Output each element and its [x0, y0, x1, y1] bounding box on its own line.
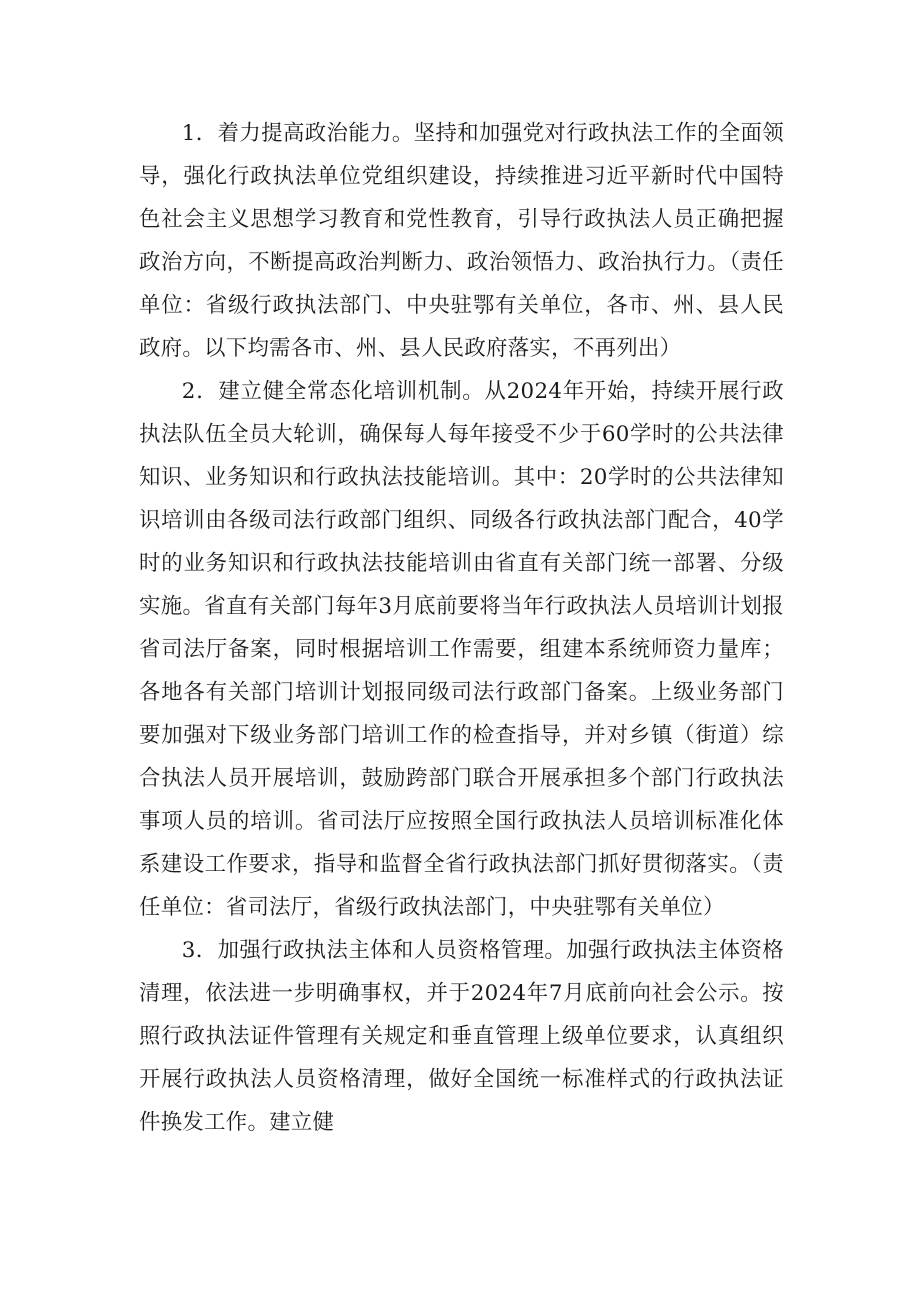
paragraph-1: 1．着力提高政治能力。坚持和加强党对行政执法工作的全面领导，强化行政执法单位党组织建设，持续推进习近平新时代中国特色社会主义思想学习教育和党性教育，引导行政执法人员正确把握政治方向，不断提高政治判断力、政治领悟力、政治执行力。（责任单位：省级行政执法部门、中央驻鄂有关单位，各市、州、县人民政府。以下均需各市、州、县人民政府落实，不再列出） [139, 121, 784, 361]
paragraph-2: 2．建立健全常态化培训机制。从2024年开始，持续开展行政执法队伍全员大轮训，确保每人每年接受不少于60学时的公共法律知识、业务知识和行政执法技能培训。其中：20学时的公共法律知识培训由各级司法行政部门组织、同级各行政执法部门配合，40学时的业务知识和行政执法技能培训由省直有关部门统一部署、分级实施。省直有关部门每年3月底前要将当年行政执法人员培训计划报省司法厅备案，同时根据培训工作需要，组建本系统师资力量库；各地各有关部门培训计划报同级司法行政部门备案。上级业务部门要加强对下级业务部门培训工作的检查指导，并对乡镇（街道）综合执法人员开展培训，鼓励跨部门联合开展承担多个部门行政执法事项人员的培训。省司法厅应按照全国行政执法人员培训标准化体系建设工作要求，指导和监督全省行政执法部门抓好贯彻落实。（责任单位：省司法厅，省级行政执法部门，中央驻鄂有关单位） [139, 379, 784, 920]
paragraph-3: 3．加强行政执法主体和人员资格管理。加强行政执法主体资格清理，依法进一步明确事权，并于2024年7月底前向社会公示。按照行政执法证件管理有关规定和垂直管理上级单位要求，认真组织开展行政执法人员资格清理，做好全国统一标准样式的行政执法证件换发工作。建立健 [139, 938, 784, 1135]
document-body [139, 112, 784, 1144]
